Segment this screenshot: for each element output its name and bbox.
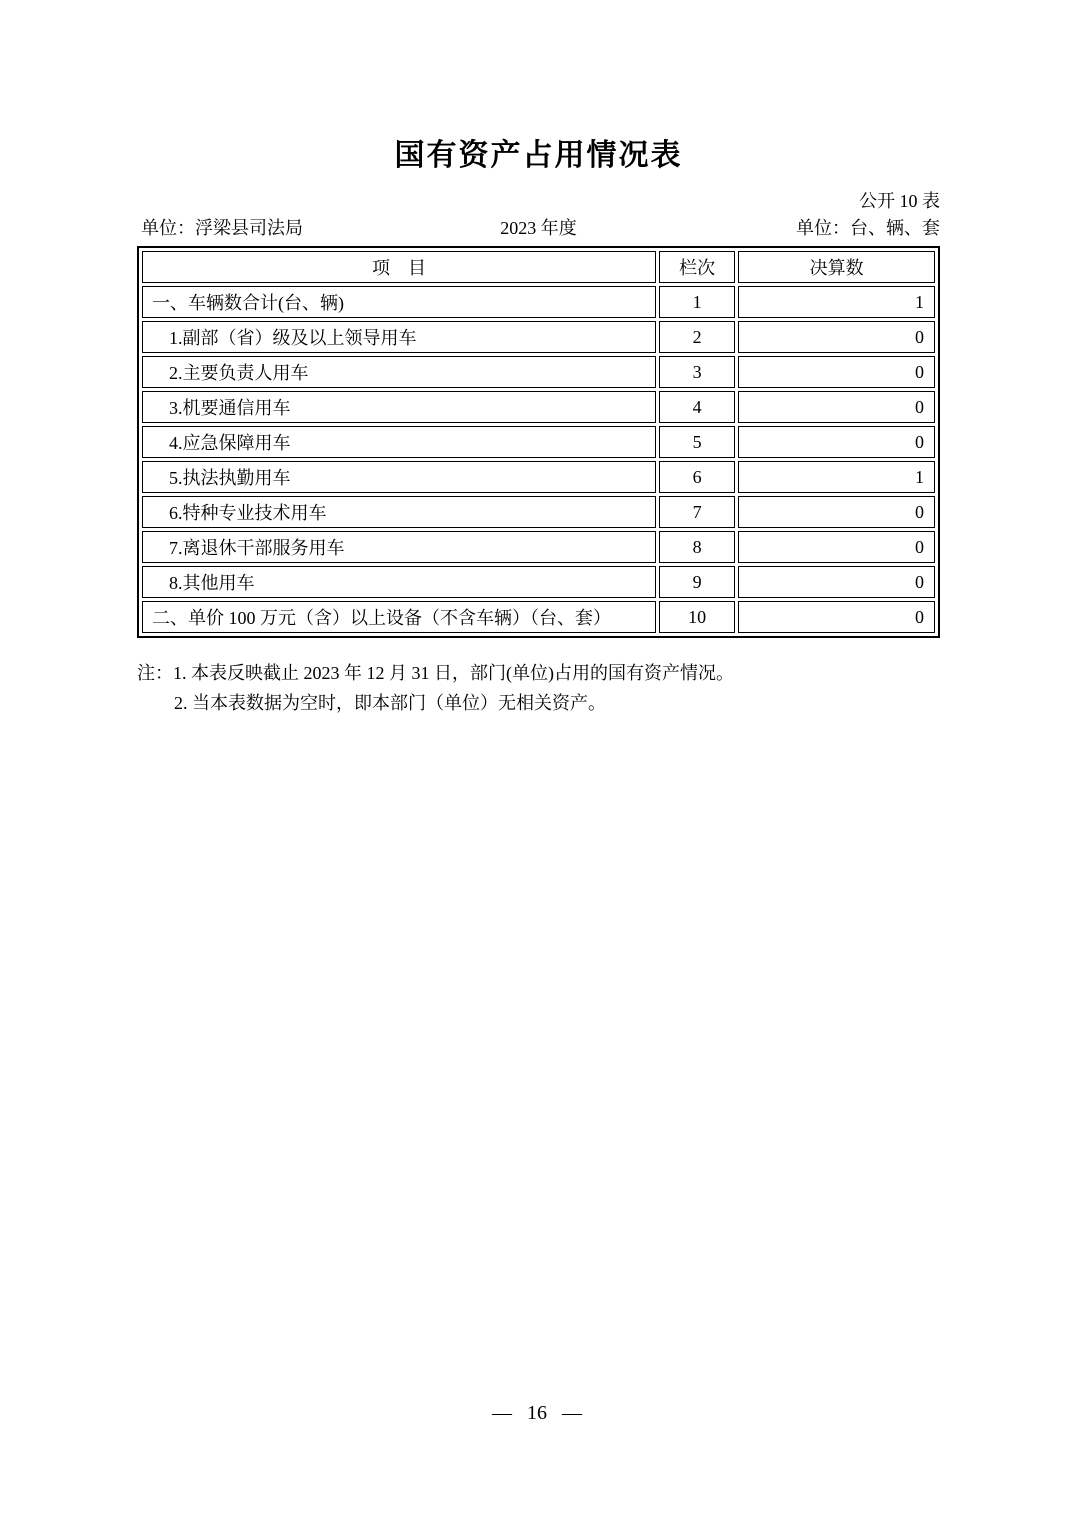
item-cell: 一、车辆数合计(台、辆) bbox=[142, 286, 656, 318]
value-cell: 0 bbox=[738, 601, 935, 633]
value-cell: 0 bbox=[738, 321, 935, 353]
item-cell: 6.特种专业技术用车 bbox=[142, 496, 656, 528]
item-cell: 5.执法执勤用车 bbox=[142, 461, 656, 493]
index-cell: 9 bbox=[659, 566, 735, 598]
item-cell: 3.机要通信用车 bbox=[142, 391, 656, 423]
header-column: 栏次 bbox=[659, 251, 735, 283]
header-item: 项 目 bbox=[142, 251, 656, 283]
value-cell: 1 bbox=[738, 461, 935, 493]
note-line-2: 2. 当本表数据为空时，即本部门（单位）无相关资产。 bbox=[174, 693, 606, 713]
index-cell: 8 bbox=[659, 531, 735, 563]
index-cell: 3 bbox=[659, 356, 735, 388]
index-cell: 5 bbox=[659, 426, 735, 458]
table-header-row bbox=[142, 251, 935, 283]
index-cell: 7 bbox=[659, 496, 735, 528]
table-row bbox=[142, 496, 935, 528]
page-number: — 16 — bbox=[492, 1402, 582, 1424]
value-cell: 0 bbox=[738, 531, 935, 563]
note-line-1: 注：1. 本表反映截止 2023 年 12 月 31 日，部门(单位)占用的国有资产情况。 bbox=[137, 663, 734, 683]
table-row bbox=[142, 356, 935, 388]
fiscal-year-label: 2023 年度 bbox=[500, 218, 577, 238]
index-cell: 2 bbox=[659, 321, 735, 353]
table-row bbox=[142, 286, 935, 318]
item-cell: 2.主要负责人用车 bbox=[142, 356, 656, 388]
table-row bbox=[142, 321, 935, 353]
measure-unit-label: 单位：台、辆、套 bbox=[796, 218, 940, 238]
index-cell: 10 bbox=[659, 601, 735, 633]
value-cell: 0 bbox=[738, 356, 935, 388]
index-cell: 6 bbox=[659, 461, 735, 493]
table-notes bbox=[137, 658, 940, 718]
table-row bbox=[142, 461, 935, 493]
value-cell: 0 bbox=[738, 566, 935, 598]
item-cell: 7.离退休干部服务用车 bbox=[142, 531, 656, 563]
value-cell: 1 bbox=[738, 286, 935, 318]
reporting-unit-label: 单位：浮梁县司法局 bbox=[141, 218, 303, 238]
table-row bbox=[142, 566, 935, 598]
table-row bbox=[142, 601, 935, 633]
item-cell: 8.其他用车 bbox=[142, 566, 656, 598]
table-row bbox=[142, 426, 935, 458]
index-cell: 1 bbox=[659, 286, 735, 318]
value-cell: 0 bbox=[738, 391, 935, 423]
page-content bbox=[137, 0, 940, 718]
table-meta-row bbox=[137, 216, 940, 240]
item-cell: 4.应急保障用车 bbox=[142, 426, 656, 458]
item-cell: 1.副部（省）级及以上领导用车 bbox=[142, 321, 656, 353]
header-value: 决算数 bbox=[738, 251, 935, 283]
item-cell: 二、单价 100 万元（含）以上设备（不含车辆）（台、套） bbox=[142, 601, 656, 633]
table-row bbox=[142, 531, 935, 563]
page-title: 国有资产占用情况表 bbox=[394, 138, 683, 173]
value-cell: 0 bbox=[738, 426, 935, 458]
table-code-label: 公开 10 表 bbox=[859, 191, 940, 211]
table-row bbox=[142, 391, 935, 423]
value-cell: 0 bbox=[738, 496, 935, 528]
index-cell: 4 bbox=[659, 391, 735, 423]
state-asset-table bbox=[137, 246, 940, 638]
